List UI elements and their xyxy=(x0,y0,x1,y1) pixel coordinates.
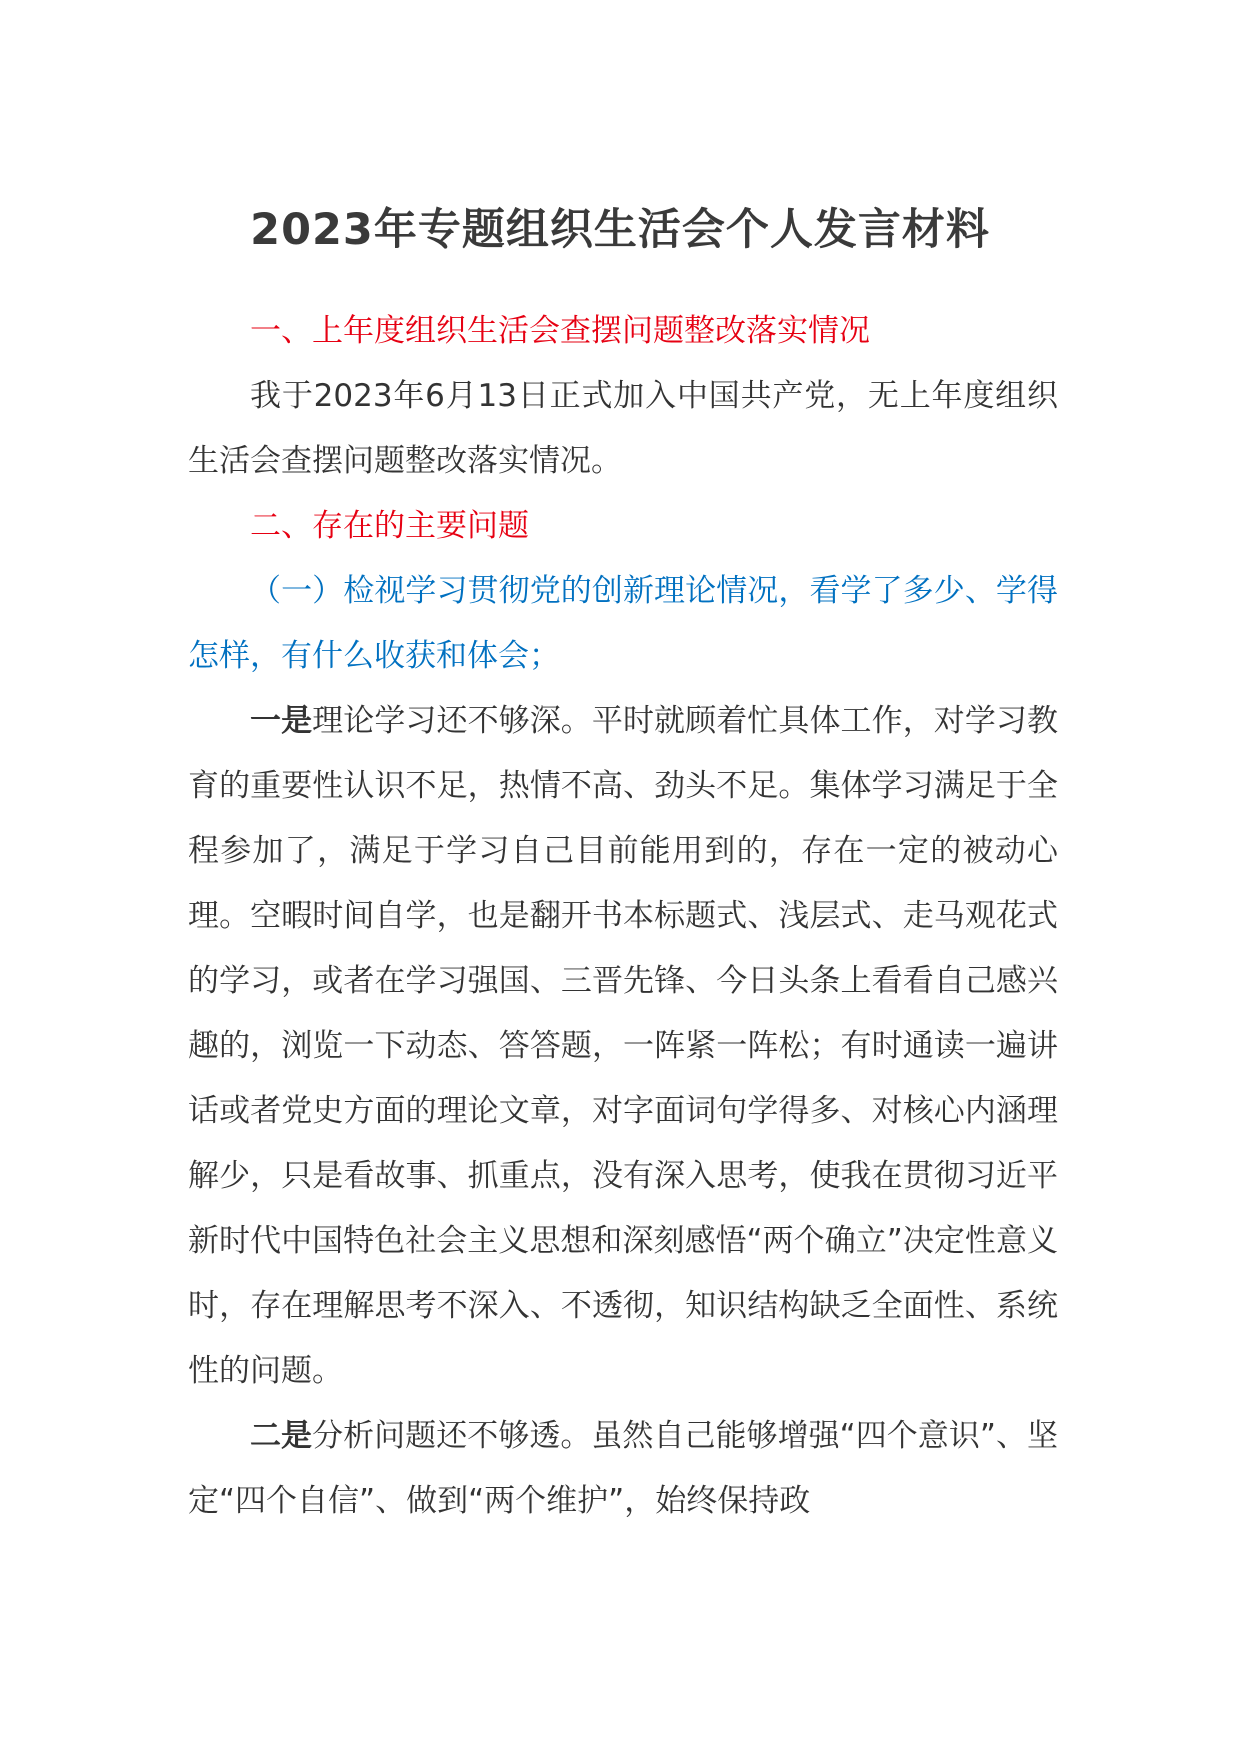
point-1-lead: 一是 xyxy=(250,703,313,739)
section-2-subheading: （一）检视学习贯彻党的创新理论情况，看学了多少、学得怎样，有什么收获和体会； xyxy=(188,573,1058,674)
point-2-text: 分析问题还不够透。虽然自己能够增强“四个意识”、坚定“四个自信”、做到“两个维护”，始终保持政 xyxy=(188,1418,1059,1519)
point-1-paragraph xyxy=(188,689,1058,1404)
section-1-heading: 一、上年度组织生活会查摆问题整改落实情况 xyxy=(250,313,870,349)
document-title: 2023年专题组织生活会个人发言材料 xyxy=(250,205,990,255)
point-1-text: 理论学习还不够深。平时就顾着忙具体工作，对学习教育的重要性认识不足，热情不高、劲头不足。集体学习满足于全程参加了，满足于学习自己目前能用到的，存在一定的被动心理。空暇时间自学，也是翻开书本标题式、浅层式、走马观花式的学习，或者在学习强国、三晋先锋、今日头条上看看自己感兴趣的，浏览一下动态、答答题，一阵紧一阵松；有时通读一遍讲话或者党史方面的理论文章，对字面词句学得多、对核心内涵理解少，只是看故事、抓重点，没有深入思考，使我在贯彻习近平新时代中国特色社会主义思想和深刻感悟“两个确立”决定性意义时，存在理解思考不深入、不透彻，知识结构缺乏全面性、系统性的问题。 xyxy=(188,703,1059,1389)
section-2-heading: 二、存在的主要问题 xyxy=(250,508,529,544)
point-2-paragraph xyxy=(188,1404,1058,1534)
document-body xyxy=(188,299,1058,1534)
section-1-body: 我于2023年6月13日正式加入中国共产党，无上年度组织生活会查摆问题整改落实情况。 xyxy=(188,378,1058,479)
point-2-lead: 二是 xyxy=(250,1418,313,1454)
